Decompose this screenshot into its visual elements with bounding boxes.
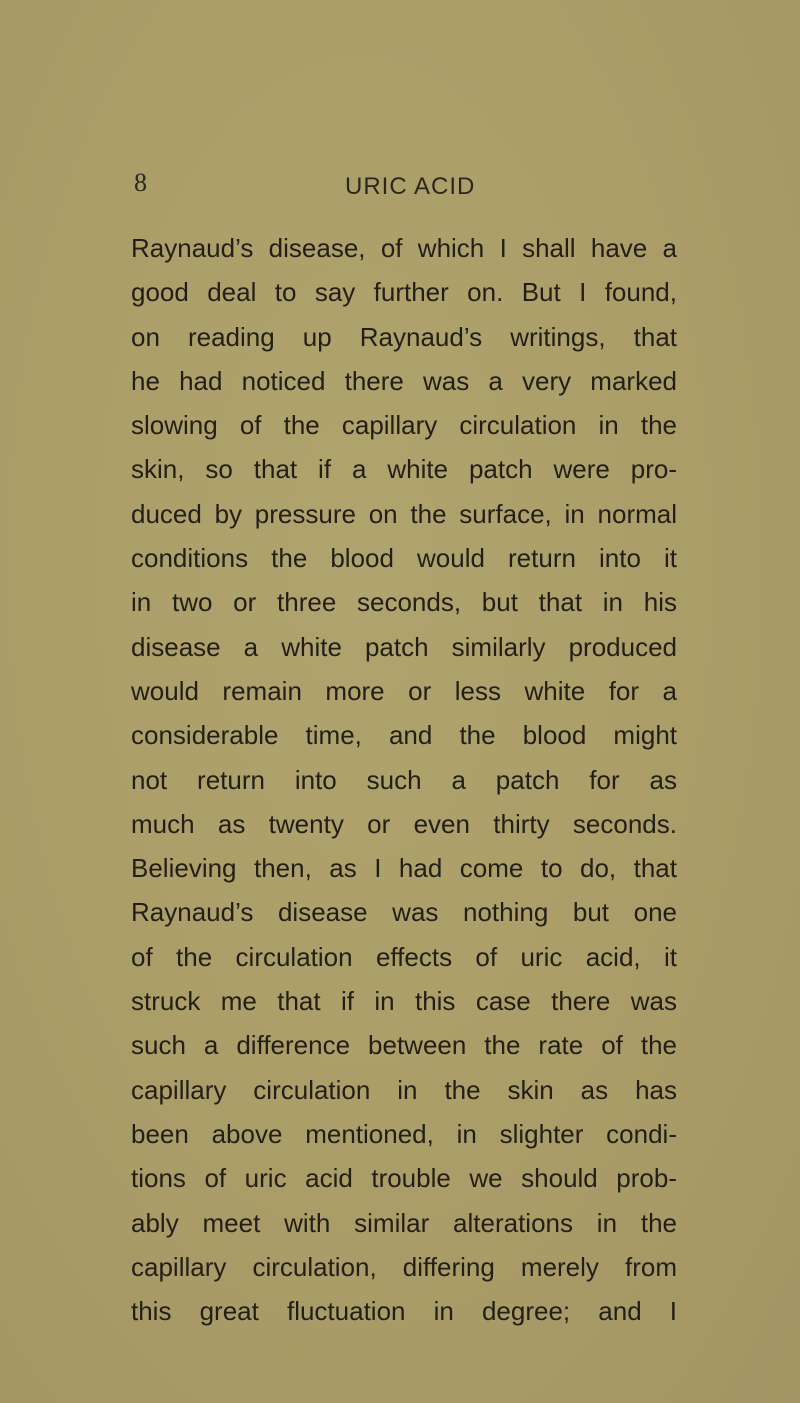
text-line: this great fluctuation in degree; and I [131,1296,677,1327]
text-line: capillary circulation, differing merely from [131,1251,677,1282]
text-line: in two or three seconds, but that in his [131,587,677,618]
text-line: conditions the blood would return into it [131,543,677,574]
page-number: 8 [134,168,147,197]
text-line: on reading up Raynaud’s writings, that [131,321,677,352]
text-line: much as twenty or even thirty seconds. [131,808,677,839]
text-line: slowing of the capillary circulation in the [131,410,677,441]
text-line: not return into such a patch for as [131,764,677,795]
text-line: disease a white patch similarly produced [131,631,677,662]
text-line: Believing then, as I had come to do, that [131,853,677,884]
text-line: of the circulation effects of uric acid, it [131,941,677,972]
text-line: been above mentioned, in slighter condi- [131,1118,677,1149]
text-line: would remain more or less white for a [131,675,677,706]
body-text [131,226,677,1333]
text-line: skin, so that if a white patch were pro- [131,454,677,485]
text-line: such a difference between the rate of the [131,1030,677,1061]
text-line: capillary circulation in the skin as has [131,1074,677,1105]
text-line: Raynaud’s disease was nothing but one [131,897,677,928]
text-line: Raynaud’s disease, of which I shall have a [131,233,677,263]
text-line: tions of uric acid trouble we should prob- [131,1163,677,1194]
text-line: he had noticed there was a very marked [131,365,677,396]
text-line: struck me that if in this case there was [131,986,677,1017]
text-line: considerable time, and the blood might [131,720,677,751]
running-head: URIC ACID [345,173,476,200]
text-line: duced by pressure on the surface, in normal [131,498,677,529]
text-line: ably meet with similar alterations in the [131,1207,677,1238]
text-line: good deal to say further on. But I found, [131,277,677,308]
